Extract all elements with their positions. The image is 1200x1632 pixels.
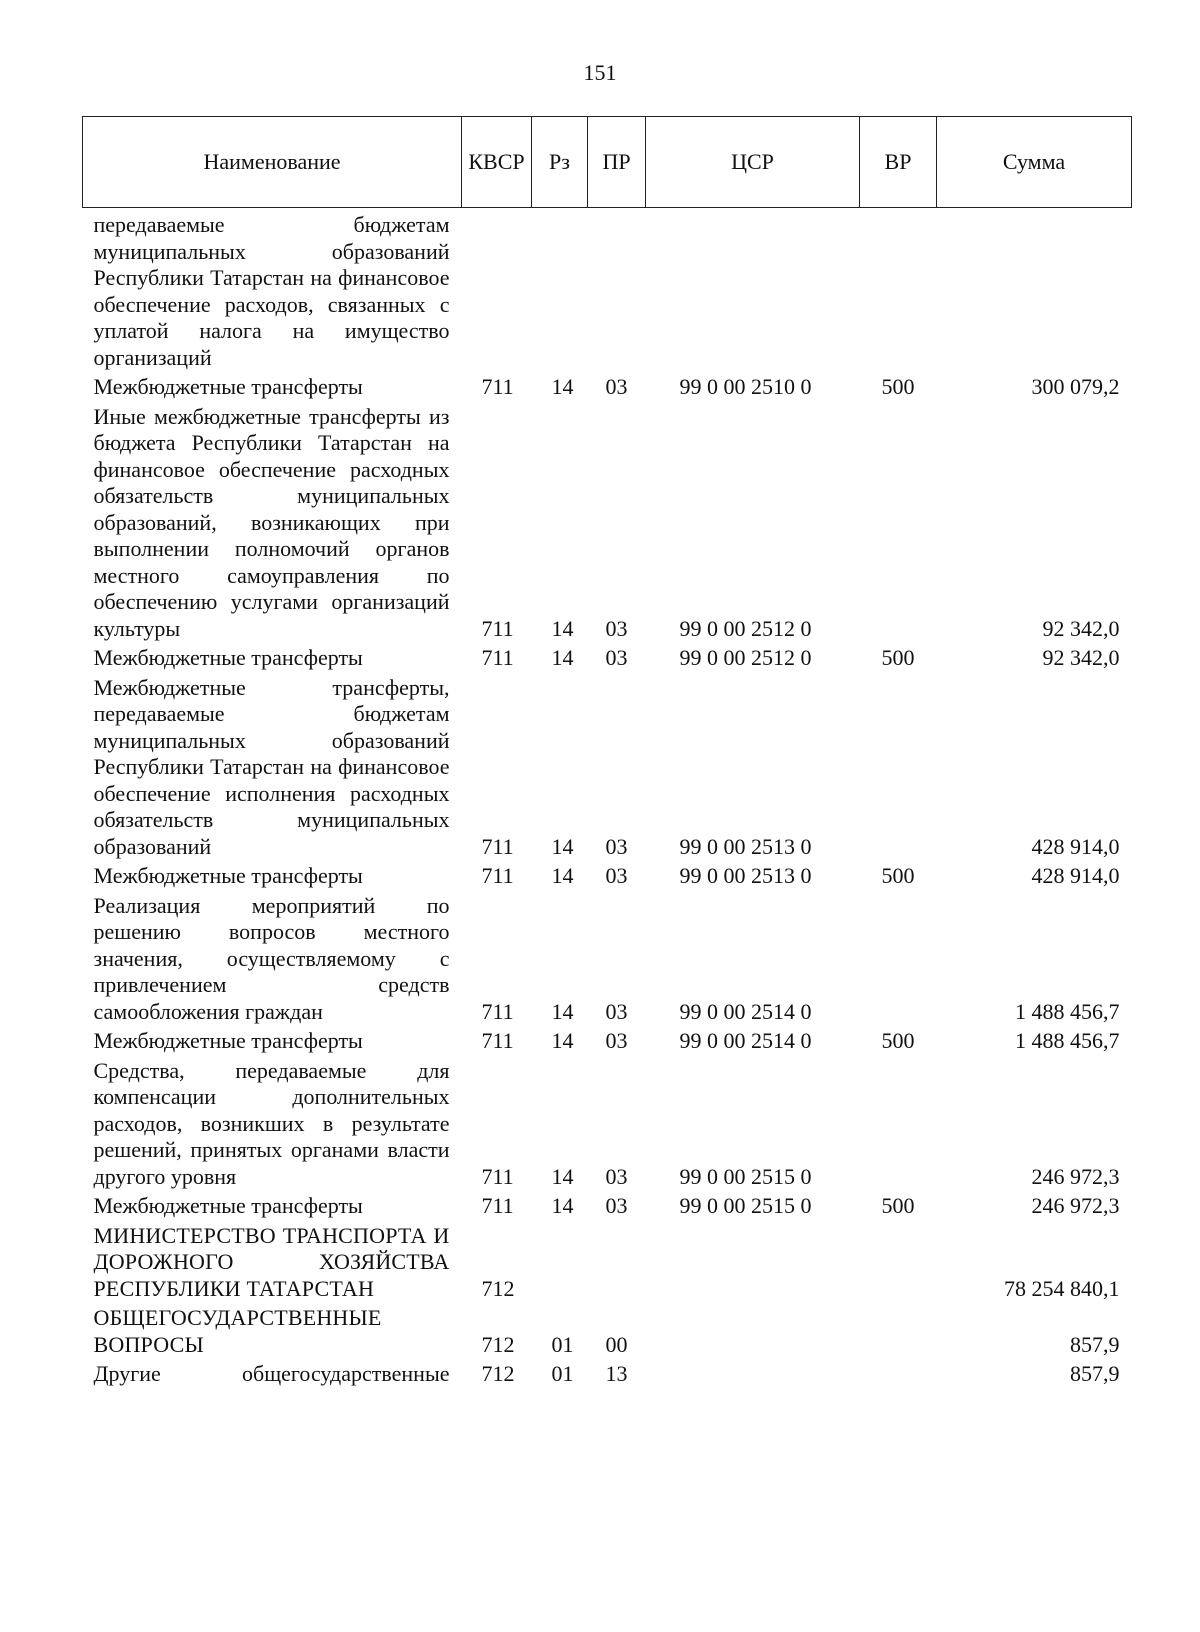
row-sum: 857,9 [1070, 1361, 1120, 1386]
row-pr [588, 1221, 646, 1304]
row-pr: 03 [605, 1163, 628, 1189]
row-kvsr: 711 [481, 1163, 514, 1189]
row-name: Межбюджетные трансферты [93, 1028, 363, 1053]
row-rz: 14 [551, 645, 574, 670]
table-header [83, 117, 1132, 208]
table-row [83, 372, 1132, 402]
table-row [83, 1026, 1132, 1056]
row-pr: 03 [605, 998, 628, 1024]
table-row [83, 673, 1132, 862]
header-name: Наименование [83, 117, 462, 208]
row-csr: 99 0 00 2514 0 [679, 998, 812, 1024]
row-rz [532, 1221, 588, 1304]
row-sum: 78 254 840,1 [1004, 1275, 1120, 1301]
table-row [83, 643, 1132, 673]
row-kvsr: 711 [481, 1028, 514, 1053]
row-pr: 03 [605, 645, 628, 670]
row-vr [860, 1359, 937, 1389]
table-row [83, 1191, 1132, 1221]
row-vr [860, 1303, 937, 1359]
row-name: Межбюджетные трансферты [93, 863, 363, 888]
row-vr [860, 673, 937, 862]
table-row [83, 208, 1132, 373]
row-pr [588, 208, 646, 373]
row-rz: 14 [551, 1028, 574, 1053]
row-kvsr: 711 [481, 863, 514, 888]
row-rz: 01 [551, 1331, 574, 1357]
row-vr: 500 [881, 1193, 915, 1218]
row-rz: 14 [551, 998, 574, 1024]
row-kvsr: 711 [481, 833, 514, 859]
row-pr: 03 [605, 833, 628, 859]
row-name: Иные межбюджетные трансферты из бюджета Республики Татарстан на финансовое обеспечение расходных обязательств муниципальных образований, возникающих при выполнении полномочий органов местного самоуправления по обеспечению услугами организаций культуры [93, 403, 450, 641]
row-rz: 14 [551, 615, 574, 641]
row-vr [860, 208, 937, 373]
table-row [83, 402, 1132, 644]
row-csr: 99 0 00 2512 0 [679, 645, 812, 670]
row-sum: 428 914,0 [1031, 833, 1120, 859]
row-name: ОБЩЕГОСУДАРСТВЕННЫЕ ВОПРОСЫ [93, 1305, 382, 1357]
row-pr: 03 [605, 1028, 628, 1053]
row-rz: 14 [551, 863, 574, 888]
header-rz: Рз [532, 117, 588, 208]
row-kvsr [462, 208, 532, 373]
budget-table [82, 116, 1132, 1389]
row-pr: 13 [605, 1361, 628, 1386]
row-pr: 00 [605, 1331, 628, 1357]
row-sum: 300 079,2 [1031, 374, 1120, 399]
table-body [83, 208, 1132, 1389]
row-kvsr: 712 [481, 1275, 515, 1301]
row-name: Реализация мероприятий по решению вопросов местного значения, осуществляемому с привлечением средств самообложения граждан [93, 892, 450, 1024]
row-csr: 99 0 00 2515 0 [679, 1193, 812, 1218]
row-vr: 500 [881, 645, 915, 670]
row-name: Межбюджетные трансферты [93, 1193, 363, 1218]
page-number: 151 [583, 60, 617, 85]
row-sum: 428 914,0 [1031, 863, 1120, 888]
row-rz: 14 [551, 833, 574, 859]
row-csr [646, 1303, 860, 1359]
row-sum: 1 488 456,7 [1015, 998, 1120, 1024]
table-row [83, 1056, 1132, 1192]
row-kvsr: 711 [481, 998, 514, 1024]
row-csr: 99 0 00 2512 0 [679, 615, 812, 641]
header-row [83, 117, 1132, 208]
row-vr: 500 [881, 863, 915, 888]
table-row [83, 891, 1132, 1027]
header-kvsr: КВСР [462, 117, 532, 208]
row-csr [646, 1221, 860, 1304]
row-sum: 857,9 [1070, 1331, 1120, 1357]
row-rz: 14 [551, 1193, 574, 1218]
row-name: Межбюджетные трансферты [93, 374, 363, 399]
row-rz: 01 [551, 1361, 574, 1386]
row-pr: 03 [605, 615, 628, 641]
table-row [83, 1359, 1132, 1389]
table-row [83, 1221, 1132, 1304]
row-pr: 03 [605, 374, 628, 399]
row-sum: 1 488 456,7 [1015, 1028, 1120, 1053]
row-sum: 246 972,3 [1031, 1163, 1120, 1189]
row-rz [532, 208, 588, 373]
row-sum: 92 342,0 [1042, 645, 1120, 670]
header-pr: ПР [588, 117, 646, 208]
row-csr [646, 208, 860, 373]
table-row [83, 1303, 1132, 1359]
row-name: Межбюджетные трансферты, передаваемые бюджетам муниципальных образований Республики Татарстан на финансовое обеспечение исполнения расходных обязательств муниципальных образований [93, 674, 450, 859]
row-sum: 92 342,0 [1042, 615, 1120, 641]
row-name: Другие общегосударственные [93, 1361, 450, 1386]
row-csr: 99 0 00 2513 0 [679, 833, 812, 859]
row-kvsr: 712 [481, 1331, 515, 1357]
row-csr: 99 0 00 2513 0 [679, 863, 812, 888]
row-csr: 99 0 00 2515 0 [679, 1163, 812, 1189]
row-rz: 14 [551, 1163, 574, 1189]
row-csr: 99 0 00 2510 0 [679, 374, 812, 399]
row-vr [860, 1221, 937, 1304]
row-vr [860, 402, 937, 644]
header-sum: Сумма [937, 117, 1132, 208]
row-sum: 246 972,3 [1031, 1193, 1120, 1218]
row-name: МИНИСТЕРСТВО ТРАНСПОРТА И ДОРОЖНОГО ХОЗЯЙСТВА РЕСПУБЛИКИ ТАТАРСТАН [93, 1222, 450, 1301]
header-vr: ВР [860, 117, 937, 208]
row-name: передаваемые бюджетам муниципальных образований Республики Татарстан на финансовое обеспечение расходов, связанных с уплатой налога на имущество организаций [93, 212, 450, 370]
table-row [83, 861, 1132, 891]
row-csr [646, 1359, 860, 1389]
row-kvsr: 712 [481, 1361, 515, 1386]
row-pr: 03 [605, 863, 628, 888]
row-name: Средства, передаваемые для компенсации дополнительных расходов, возникших в результате решений, принятых органами власти другого уровня [93, 1057, 450, 1189]
row-rz: 14 [551, 374, 574, 399]
header-csr: ЦСР [646, 117, 860, 208]
row-pr: 03 [605, 1193, 628, 1218]
row-vr: 500 [881, 374, 915, 399]
row-kvsr: 711 [481, 615, 514, 641]
row-name: Межбюджетные трансферты [93, 645, 363, 670]
row-vr: 500 [881, 1028, 915, 1053]
row-kvsr: 711 [481, 374, 514, 399]
row-kvsr: 711 [481, 1193, 514, 1218]
row-vr [860, 891, 937, 1027]
row-sum [937, 208, 1132, 373]
row-vr [860, 1056, 937, 1192]
row-csr: 99 0 00 2514 0 [679, 1028, 812, 1053]
row-kvsr: 711 [481, 645, 514, 670]
